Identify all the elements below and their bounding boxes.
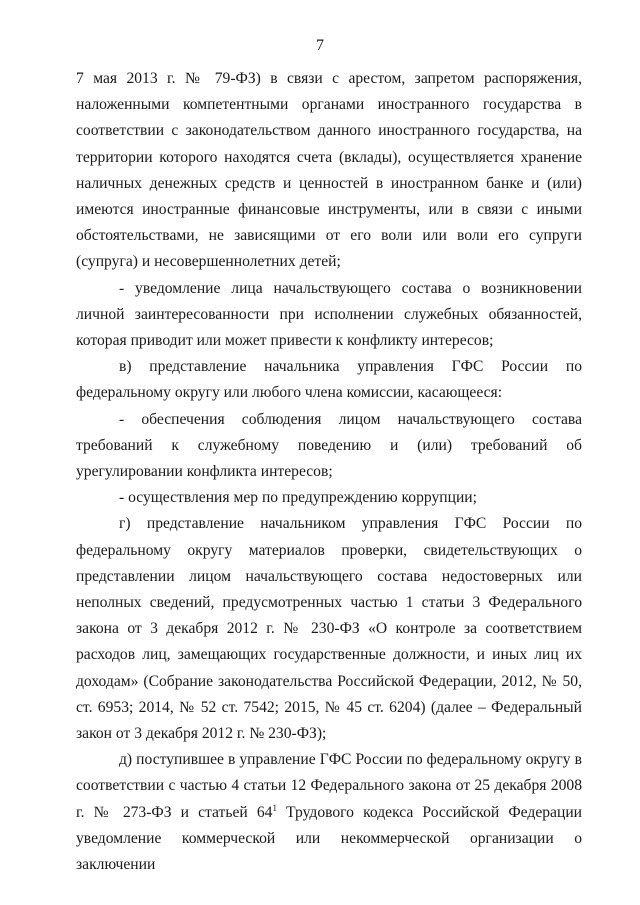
paragraph-item-g: г) представление начальником управления ГФС России по федеральному округу материалов проверки, свидетельствующих о представлении лицом начальствующего состава недостоверных или неполных сведений, предусмотренных частью 1 статьи 3 Федерального закона от 3 декабря 2012 г. № 230-ФЗ «О контроле за соответствием расходов лиц, замещающих государственные должности, и иных лиц их доходам» (Собрание законодательства Российской Федерации, 2012, № 50, ст. 6953; 2014, № 52 ст. 7542; 2015, № 45 ст. 6204) (далее – Федеральный закон от 3 декабря 2012 г. № 230-ФЗ); — [76, 515, 582, 743]
item-d-text-start: д) поступившее в управление ГФС России по федеральному округу в соответствии с частью 4 статьи 12 Федерального закона от 25 декабря 2008 г. № 273-ФЗ и статьей 64 — [76, 751, 582, 821]
paragraph-item-v: в) представление начальника управления ГФС России по федеральному округу или любого члена комиссии, касающееся: — [76, 358, 582, 402]
paragraph-conflict-notice: - уведомление лица начальствующего состава о возникновении личной заинтересованности при исполнении служебных обязанностей, которая приводит или может привести к конфликту интересов; — [76, 279, 582, 350]
page-number: 7 — [316, 37, 324, 54]
document-body — [76, 66, 582, 878]
paragraph-item-d — [76, 747, 582, 878]
paragraph-continuation: 7 мая 2013 г. № 79-ФЗ) в связи с арестом, запретом распоряжения, наложенными компетентными органами иностранного государства в соответствии с законодательством данного иностранного государства, на территории которого находятся счета (вклады), осуществляется хранение наличных денежных средств и ценностей в иностранном банке и (или) имеются иностранные финансовые инструменты, или в связи с иными обстоятельствами, не зависящими от его воли или воли его супруги (супруга) и несовершеннолетних детей; — [76, 70, 582, 271]
paragraph-compliance: - обеспечения соблюдения лицом начальствующего состава требований к служебному поведению и (или) требований об урегулировании конфликта интересов; — [76, 410, 582, 481]
item-d-superscript: 1 — [272, 802, 277, 813]
paragraph-anticorruption: - осуществления мер по предупреждению коррупции; — [119, 489, 477, 507]
item-d-text-end: Трудового кодекса Российской Федерации уведомление коммерческой или некоммерческой организации о заключении — [76, 803, 583, 874]
